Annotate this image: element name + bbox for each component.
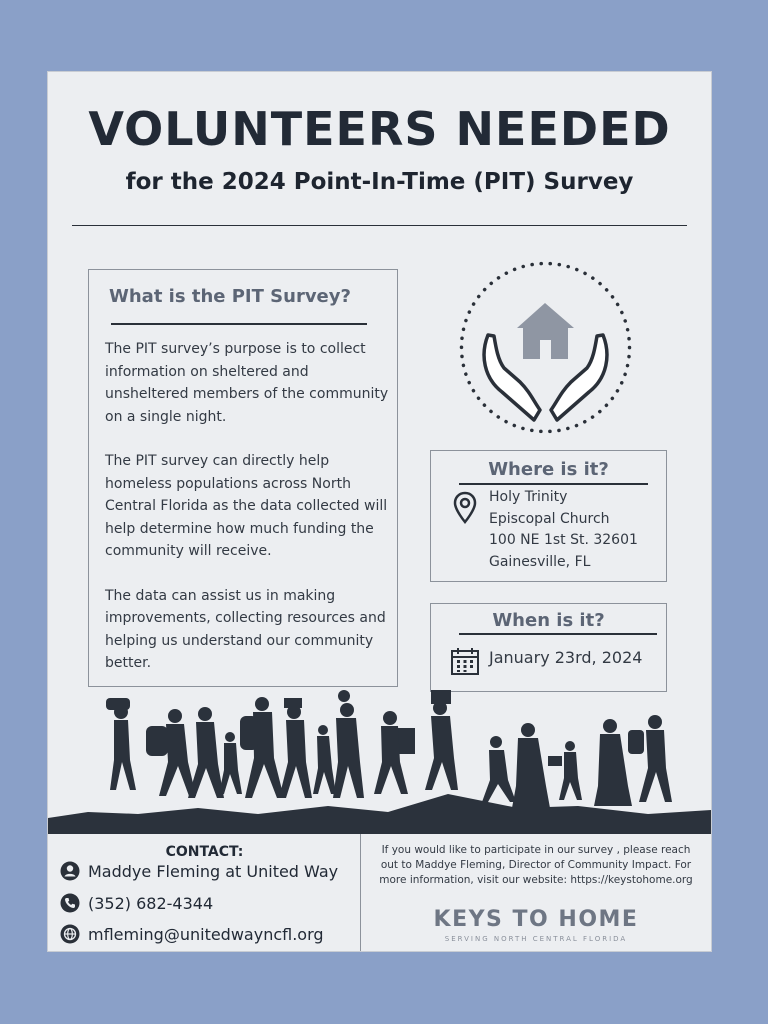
- walking-figure: [628, 715, 672, 802]
- calendar-icon: [450, 646, 480, 676]
- location-pin-icon: [453, 491, 477, 525]
- about-paragraph: The data can assist us in making improvements, collecting resources and helping us understand our community better.: [105, 587, 386, 671]
- contact-email[interactable]: mfleming@unitedwayncfl.org: [88, 924, 324, 944]
- date-panel: [430, 603, 667, 692]
- walking-figure: [240, 697, 284, 798]
- phone-icon: [60, 893, 80, 913]
- page-title: VOLUNTEERS NEEDED: [88, 102, 671, 156]
- about-text: [105, 338, 390, 697]
- walking-figure: [188, 707, 224, 798]
- contact-heading: CONTACT:: [165, 844, 244, 860]
- flyer-sheet: [47, 71, 712, 952]
- location-heading: Where is it?: [488, 459, 609, 480]
- about-paragraph: The PIT survey can directly help homeless populations across North Central Florida as the data collected will help determine how much funding the community will receive.: [105, 453, 388, 559]
- walking-figure: [313, 725, 336, 794]
- contact-name: Maddye Fleming at United Way: [88, 861, 339, 881]
- contact-email-row: [60, 924, 324, 944]
- logo-tagline: SERVING NORTH CENTRAL FLORIDA: [444, 935, 628, 943]
- walking-figure: [279, 698, 312, 798]
- person-icon: [60, 861, 80, 881]
- walking-figure: [374, 711, 415, 794]
- about-heading: What is the PIT Survey?: [109, 286, 351, 307]
- walking-figure: [333, 690, 364, 798]
- event-date: January 23rd, 2024: [489, 648, 643, 667]
- walking-figure: [512, 723, 550, 808]
- contact-name-row: [60, 861, 338, 881]
- about-divider: [111, 323, 367, 325]
- walking-figure: [482, 736, 516, 802]
- invite-panel: [361, 834, 711, 951]
- location-divider: [459, 483, 648, 485]
- address-line: Holy Trinity: [489, 489, 568, 505]
- walking-figure: [548, 741, 582, 800]
- invite-text: If you would like to participate in our survey , please reach out to Maddye Fleming, Director of Community Impact. For more information, visit our website: https://keystohome.org: [379, 844, 693, 886]
- address-line: Gainesville, FL: [489, 553, 591, 570]
- contact-phone-row: [60, 893, 213, 913]
- keys-to-home-logo: KEYS TO HOME: [433, 907, 639, 932]
- house-in-hands-icon: [458, 260, 633, 435]
- header-divider: [72, 225, 687, 226]
- walking-figure: [594, 719, 632, 806]
- address-line: 100 NE 1st St. 32601: [489, 532, 638, 548]
- date-divider: [459, 633, 657, 635]
- address: [489, 487, 638, 573]
- contact-panel: [48, 834, 361, 951]
- walking-figure: [219, 732, 242, 794]
- walking-figure: [106, 698, 136, 790]
- globe-icon: [60, 924, 80, 944]
- address-line: Episcopal Church: [489, 510, 610, 527]
- about-paragraph: The PIT survey’s purpose is to collect information on sheltered and unsheltered members of the community on a single night.: [105, 341, 389, 425]
- location-panel: [430, 450, 667, 582]
- date-heading: When is it?: [492, 610, 605, 631]
- walking-figure: [146, 709, 196, 796]
- walking-figure: [425, 690, 458, 790]
- about-panel: [88, 269, 398, 687]
- contact-phone[interactable]: (352) 682-4344: [88, 893, 214, 913]
- crowd-silhouette-illustration: [48, 690, 711, 834]
- page-subtitle: for the 2024 Point-In-Time (PIT) Survey: [125, 169, 634, 195]
